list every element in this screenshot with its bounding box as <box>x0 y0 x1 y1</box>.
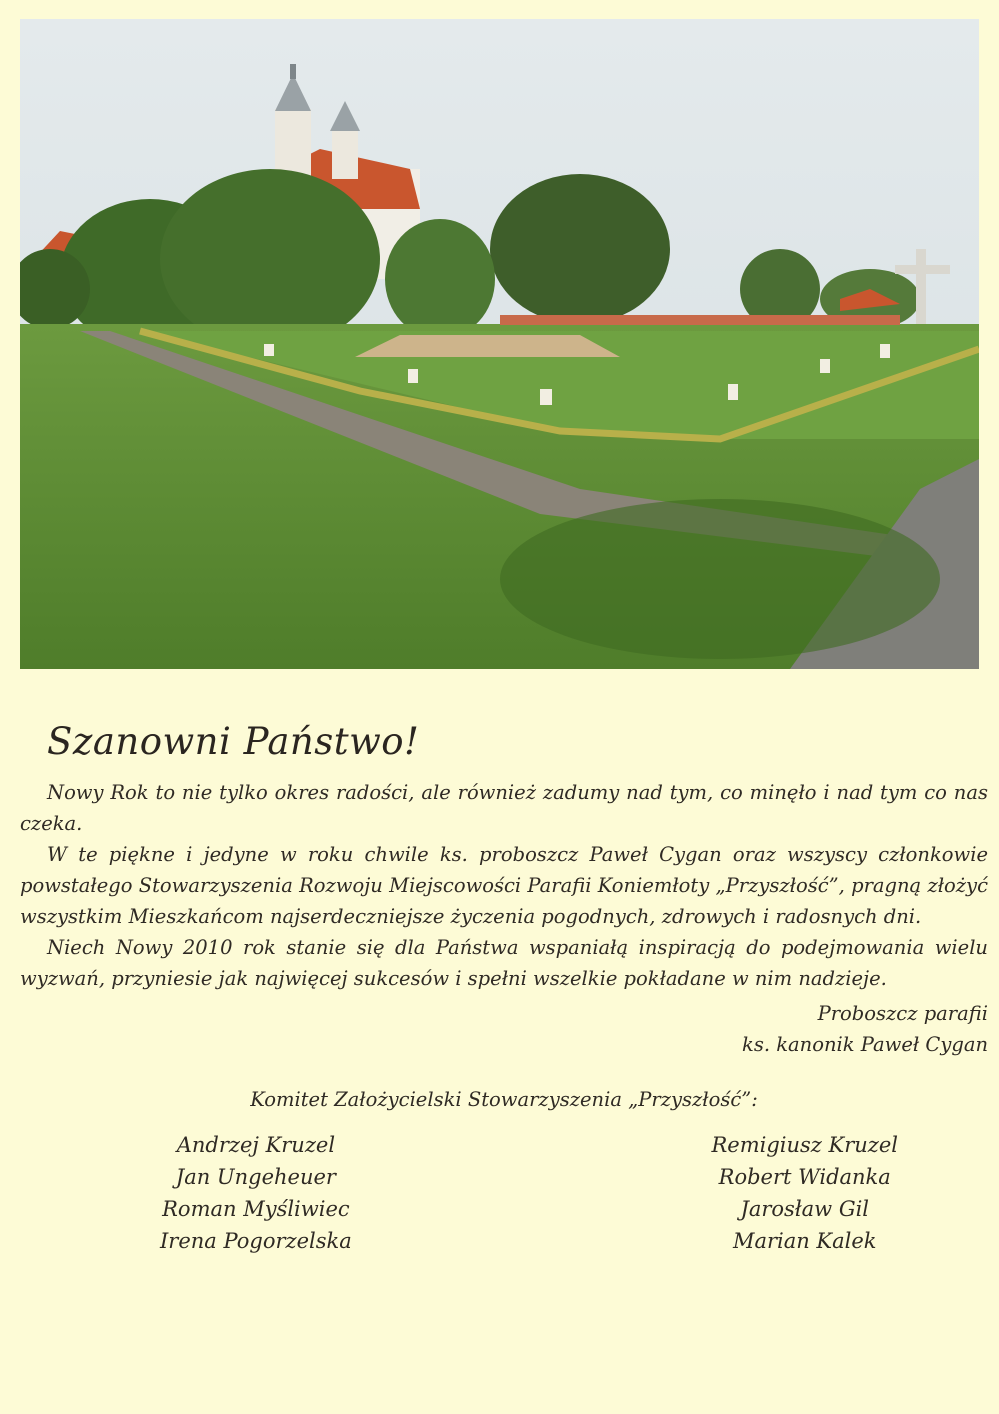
paragraph-3: Niech Nowy 2010 rok stanie się dla Państwa wspaniałą inspiracją do podejmowania wielu wyzwań, przyniesie jak najwięcej sukcesów i spełni wszelkie pokładane w nim nadzieje. <box>20 936 988 990</box>
greeting-heading: Szanowni Państwo! <box>47 720 420 763</box>
park-photo <box>20 19 979 669</box>
letter-content <box>20 720 988 1257</box>
member-name: Jarosław Gil <box>740 1197 870 1221</box>
member-name: Roman Myśliwiec <box>162 1197 350 1221</box>
signature-name: ks. kanonik Paweł Cygan <box>742 1033 988 1056</box>
member-name: Marian Kalek <box>732 1229 877 1253</box>
committee-members <box>20 1129 988 1257</box>
member-name: Andrzej Kruzel <box>176 1133 336 1157</box>
committee-title: Komitet Założycielski Stowarzyszenia „Przyszłość”: <box>250 1088 758 1111</box>
member-name: Jan Ungeheuer <box>175 1165 336 1189</box>
signature <box>20 998 988 1060</box>
paragraph-1: Nowy Rok to nie tylko okres radości, ale również zadumy nad tym, co minęło i nad tym co nas czeka. <box>20 781 988 835</box>
members-left-column <box>160 1129 352 1257</box>
member-name: Robert Widanka <box>718 1165 891 1189</box>
member-name: Remigiusz Kruzel <box>711 1133 898 1157</box>
signature-role: Proboszcz parafii <box>817 1002 988 1025</box>
paragraph-2: W te piękne i jedyne w roku chwile ks. proboszcz Paweł Cygan oraz wszyscy członkowie powstałego Stowarzyszenia Rozwoju Miejscowości Parafii Koniemłoty „Przyszłość”, pragną złożyć wszystkim Mieszkańcom najserdeczniejsze życzenia pogodnych, zdrowych i radosnych dni. <box>20 843 988 928</box>
members-right-column <box>711 1129 898 1257</box>
member-name: Irena Pogorzelska <box>160 1229 352 1253</box>
